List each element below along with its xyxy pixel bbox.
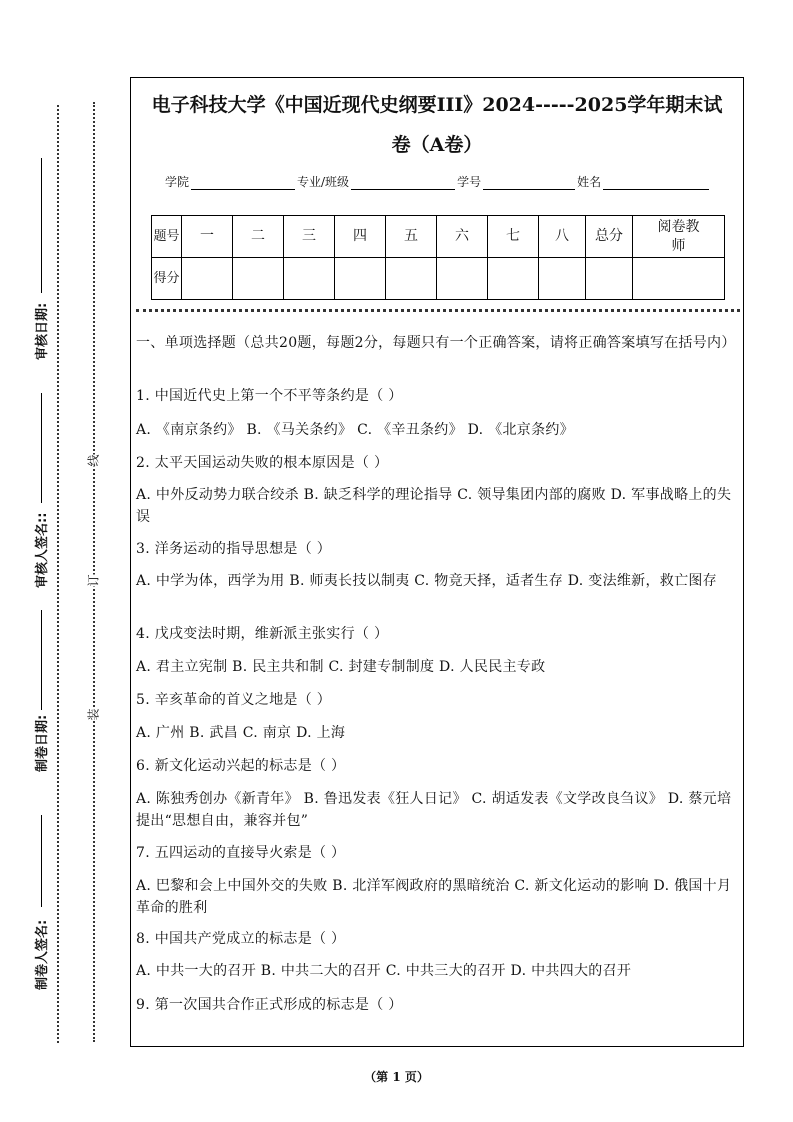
major-field[interactable]	[351, 176, 455, 190]
exam-title-line1: 电子科技大学《中国近现代史纲要III》2024-----2025学年期末试	[151, 94, 723, 116]
score-table	[151, 215, 725, 300]
question-options: A. 巴黎和会上中国外交的失败 B. 北洋军阀政府的黑暗统治 C. 新文化运动的影响 D. 俄国十月革命的胜利	[136, 878, 732, 916]
college-field[interactable]	[191, 176, 295, 190]
exam-title-line2: 卷（A卷）	[391, 134, 483, 156]
maker-sign-line	[41, 815, 42, 907]
page-number: （第 1 页）	[364, 1070, 429, 1084]
name-label: 姓名	[577, 175, 602, 189]
name-field[interactable]	[603, 176, 709, 190]
question-stem: 3. 洋务运动的指导思想是（ ）	[136, 541, 332, 557]
question-options: A. 《南京条约》 B. 《马关条约》 C. 《辛丑条约》 D. 《北京条约》	[136, 422, 574, 438]
question-options: A. 中共一大的召开 B. 中共二大的召开 C. 中共三大的召开 D. 中共四大的召开	[136, 963, 632, 979]
binding-mark-ding: 订	[86, 574, 101, 587]
major-label: 专业/班级	[297, 175, 350, 189]
score-col-total: 总分	[586, 216, 633, 258]
question-stem: 7. 五四运动的直接导火索是（ ）	[136, 845, 346, 861]
score-col-7: 七	[488, 216, 539, 258]
question-options: A. 中学为体，西学为用 B. 师夷长技以制夷 C. 物竞天择，适者生存 D. 变法维新，救亡图存	[136, 573, 717, 589]
reviewer-date-label: 审核日期:	[35, 302, 50, 360]
maker-sign-label: 制卷人签名:	[35, 919, 50, 990]
reviewer-teacher-cell[interactable]	[633, 258, 725, 300]
section-heading: 一、单项选择题（总共20题，每题2分，每题只有一个正确答案，请将正确答案填写在括号内）	[136, 335, 736, 351]
question-stem: 2. 太平天国运动失败的根本原因是（ ）	[136, 455, 389, 471]
student-id-field[interactable]	[483, 176, 575, 190]
binding-mark-zhuang: 装	[86, 708, 101, 721]
score-cell-total[interactable]	[586, 258, 633, 300]
score-cell-6[interactable]	[437, 258, 488, 300]
question-options: A. 广州 B. 武昌 C. 南京 D. 上海	[136, 725, 346, 741]
reviewer-teacher-header: 阅卷教师	[633, 216, 725, 258]
score-cell-4[interactable]	[335, 258, 386, 300]
score-cell-8[interactable]	[539, 258, 586, 300]
question-number-header: 题号	[152, 216, 182, 258]
question-options: A. 君主立宪制 B. 民主共和制 C. 封建专制制度 D. 人民民主专政	[136, 659, 546, 675]
score-col-6: 六	[437, 216, 488, 258]
question-options: A. 陈独秀创办《新青年》 B. 鲁迅发表《狂人日记》 C. 胡适发表《文学改良刍议》 D. 蔡元培提出“思想自由，兼容并包”	[136, 791, 732, 829]
score-row-header: 得分	[152, 258, 182, 300]
maker-date-label: 制卷日期:	[35, 714, 50, 772]
score-cell-5[interactable]	[386, 258, 437, 300]
binding-mark-line: 线	[86, 454, 101, 467]
question-options: A. 中外反动势力联合绞杀 B. 缺乏科学的理论指导 C. 领导集团内部的腐败 D. 军事战略上的失误	[136, 487, 732, 525]
score-cell-7[interactable]	[488, 258, 539, 300]
outer-dotted-line	[57, 105, 59, 1043]
score-col-2: 二	[233, 216, 284, 258]
student-id-label: 学号	[457, 175, 482, 189]
maker-date-line	[41, 610, 42, 710]
question-stem: 4. 戊戌变法时期，维新派主张实行（ ）	[136, 626, 389, 642]
question-stem: 8. 中国共产党成立的标志是（ ）	[136, 931, 346, 947]
score-cell-2[interactable]	[233, 258, 284, 300]
score-col-5: 五	[386, 216, 437, 258]
score-col-8: 八	[539, 216, 586, 258]
score-cell-3[interactable]	[284, 258, 335, 300]
score-cell-1[interactable]	[182, 258, 233, 300]
question-stem: 6. 新文化运动兴起的标志是（ ）	[136, 758, 346, 774]
reviewer-date-line	[41, 158, 42, 293]
question-stem: 1. 中国近代史上第一个不平等条约是（ ）	[136, 388, 403, 404]
score-col-4: 四	[335, 216, 386, 258]
score-col-1: 一	[182, 216, 233, 258]
question-stem: 5. 辛亥革命的首义之地是（ ）	[136, 692, 332, 708]
score-col-3: 三	[284, 216, 335, 258]
reviewer-sign-label: 审核人签名::	[35, 512, 50, 588]
binding-dotted-line	[93, 102, 95, 1042]
question-stem: 9. 第一次国共合作正式形成的标志是（ ）	[136, 997, 403, 1013]
student-info-row	[165, 173, 711, 190]
college-label: 学院	[165, 175, 190, 189]
section-divider	[136, 309, 740, 312]
reviewer-sign-line	[41, 393, 42, 503]
